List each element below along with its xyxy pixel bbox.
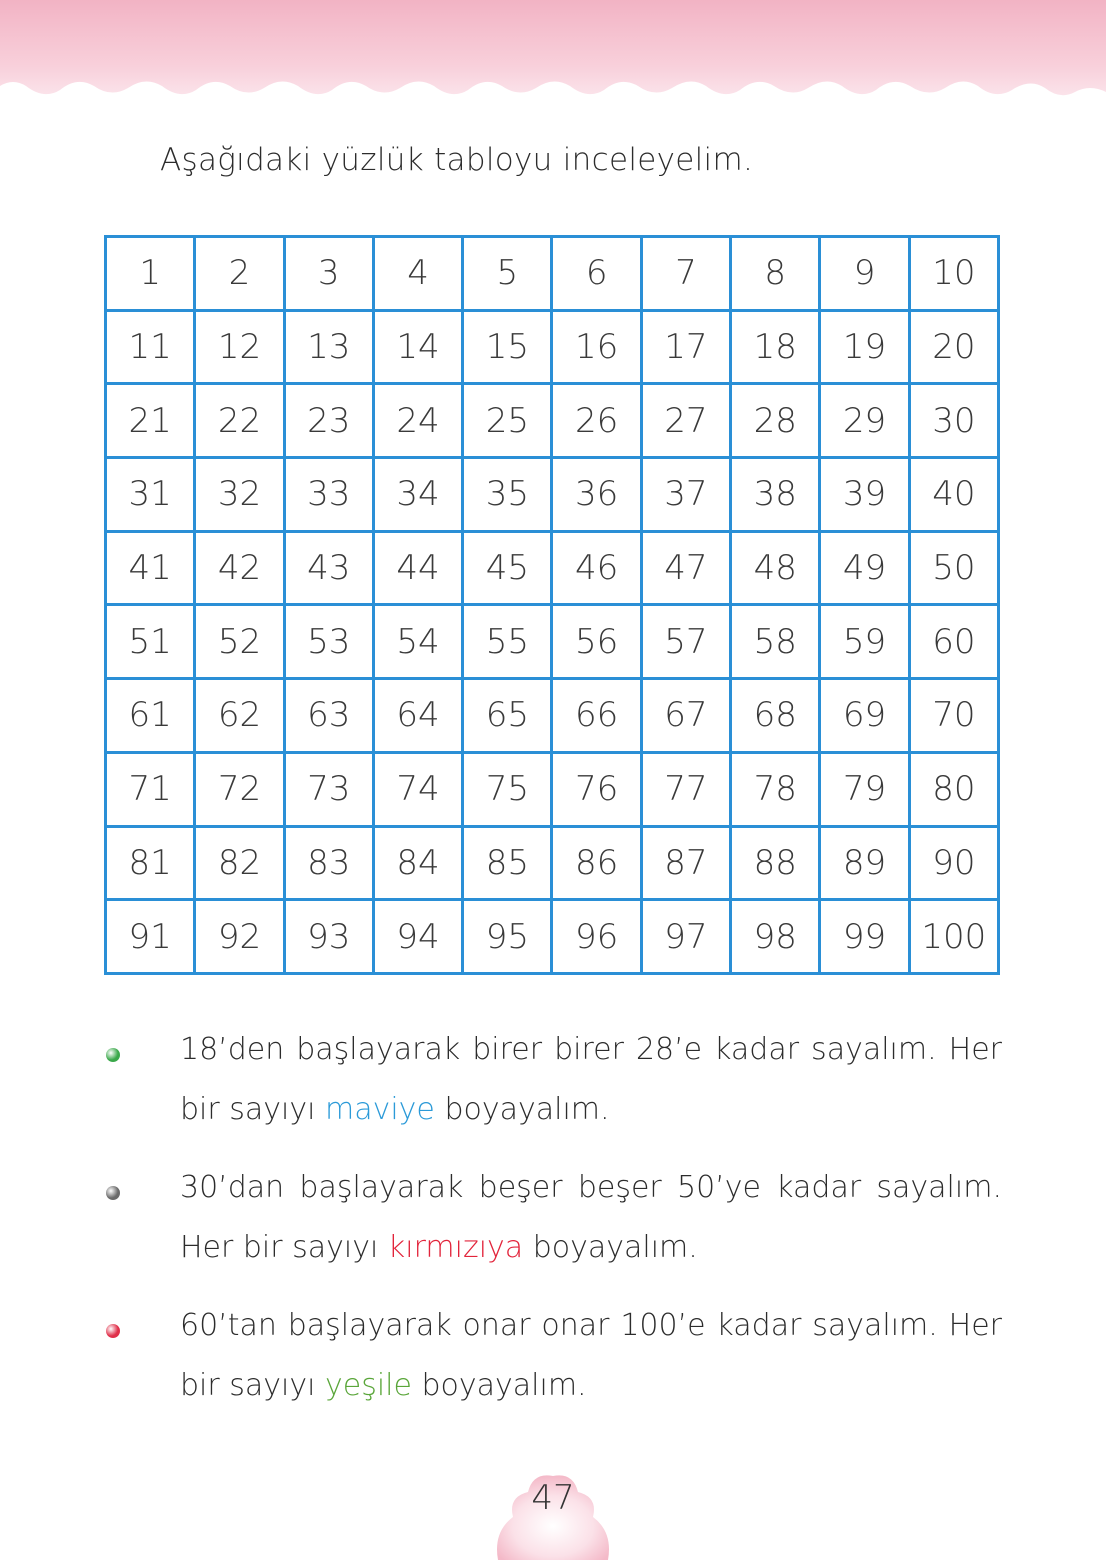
number-cell[interactable]: 17: [641, 310, 730, 384]
number-cell[interactable]: 38: [731, 458, 820, 532]
number-cell[interactable]: 97: [641, 900, 730, 974]
number-cell[interactable]: 50: [909, 531, 998, 605]
number-cell[interactable]: 71: [106, 752, 195, 826]
number-cell[interactable]: 41: [106, 531, 195, 605]
number-cell[interactable]: 25: [463, 384, 552, 458]
number-cell[interactable]: 56: [552, 605, 641, 679]
number-cell[interactable]: 69: [820, 679, 909, 753]
number-cell[interactable]: 24: [373, 384, 462, 458]
number-cell[interactable]: 20: [909, 310, 998, 384]
number-cell[interactable]: 18: [731, 310, 820, 384]
table-row: [106, 752, 999, 826]
number-cell[interactable]: 16: [552, 310, 641, 384]
instruction-1-color-word: maviye: [324, 1092, 435, 1127]
number-cell[interactable]: 7: [641, 237, 730, 311]
number-cell[interactable]: 8: [731, 237, 820, 311]
number-cell[interactable]: 88: [731, 826, 820, 900]
bullet-dot-icon: [106, 1186, 120, 1200]
number-cell[interactable]: 96: [552, 900, 641, 974]
number-cell[interactable]: 27: [641, 384, 730, 458]
number-cell[interactable]: 73: [284, 752, 373, 826]
table-row: [106, 458, 999, 532]
table-row: [106, 310, 999, 384]
number-cell[interactable]: 55: [463, 605, 552, 679]
number-cell[interactable]: 57: [641, 605, 730, 679]
number-cell[interactable]: 95: [463, 900, 552, 974]
number-cell[interactable]: 21: [106, 384, 195, 458]
number-cell[interactable]: 92: [195, 900, 284, 974]
number-cell[interactable]: 43: [284, 531, 373, 605]
number-cell[interactable]: 15: [463, 310, 552, 384]
table-row: [106, 605, 999, 679]
number-cell[interactable]: 19: [820, 310, 909, 384]
number-cell[interactable]: 1: [106, 237, 195, 311]
number-cell[interactable]: 11: [106, 310, 195, 384]
number-cell[interactable]: 45: [463, 531, 552, 605]
number-cell[interactable]: 65: [463, 679, 552, 753]
number-cell[interactable]: 79: [820, 752, 909, 826]
number-cell[interactable]: 62: [195, 679, 284, 753]
number-cell[interactable]: 54: [373, 605, 462, 679]
number-cell[interactable]: 89: [820, 826, 909, 900]
number-cell[interactable]: 99: [820, 900, 909, 974]
number-cell[interactable]: 3: [284, 237, 373, 311]
number-cell[interactable]: 59: [820, 605, 909, 679]
bullet-dot-icon: [106, 1324, 120, 1338]
table-row: [106, 531, 999, 605]
number-cell[interactable]: 47: [641, 531, 730, 605]
number-cell[interactable]: 46: [552, 531, 641, 605]
number-cell[interactable]: 2: [195, 237, 284, 311]
number-cell[interactable]: 48: [731, 531, 820, 605]
table-row: [106, 237, 999, 311]
number-cell[interactable]: 12: [195, 310, 284, 384]
table-row: [106, 679, 999, 753]
instruction-2-text: 30’dan başlayarak beşer beşer 50’ye kadar sayalım. Her bir sayıyı: [180, 1170, 1002, 1265]
number-cell[interactable]: 29: [820, 384, 909, 458]
number-cell[interactable]: 93: [284, 900, 373, 974]
number-cell[interactable]: 35: [463, 458, 552, 532]
number-cell[interactable]: 42: [195, 531, 284, 605]
number-cell[interactable]: 67: [641, 679, 730, 753]
number-cell[interactable]: 87: [641, 826, 730, 900]
hundred-table: [104, 235, 1000, 975]
number-cell[interactable]: 72: [195, 752, 284, 826]
number-cell[interactable]: 74: [373, 752, 462, 826]
bullet-dot-icon: [106, 1048, 120, 1062]
instruction-2-color-word: kırmızıya: [387, 1230, 524, 1265]
number-cell[interactable]: 13: [284, 310, 373, 384]
number-cell[interactable]: 98: [731, 900, 820, 974]
number-cell[interactable]: 76: [552, 752, 641, 826]
table-row: [106, 384, 999, 458]
instruction-text-3: [180, 1296, 1002, 1416]
number-cell[interactable]: 14: [373, 310, 462, 384]
number-cell[interactable]: 90: [909, 826, 998, 900]
number-cell[interactable]: 94: [373, 900, 462, 974]
number-cell[interactable]: 49: [820, 531, 909, 605]
instruction-3-text: 60’tan başlayarak onar onar 100’e kadar sayalım. Her bir sayıyı: [180, 1308, 1002, 1403]
number-cell[interactable]: 10: [909, 237, 998, 311]
number-cell[interactable]: 30: [909, 384, 998, 458]
number-cell[interactable]: 34: [373, 458, 462, 532]
number-cell[interactable]: 85: [463, 826, 552, 900]
number-cell[interactable]: 64: [373, 679, 462, 753]
number-cell[interactable]: 83: [284, 826, 373, 900]
number-cell[interactable]: 40: [909, 458, 998, 532]
number-cell[interactable]: 28: [731, 384, 820, 458]
number-cell[interactable]: 22: [195, 384, 284, 458]
table-row: [106, 826, 999, 900]
number-cell[interactable]: 70: [909, 679, 998, 753]
number-cell[interactable]: 32: [195, 458, 284, 532]
number-cell[interactable]: 9: [820, 237, 909, 311]
number-cell[interactable]: 26: [552, 384, 641, 458]
number-cell[interactable]: 78: [731, 752, 820, 826]
instruction-text-1: [180, 1020, 1002, 1140]
number-cell[interactable]: 100: [909, 900, 998, 974]
number-cell[interactable]: 84: [373, 826, 462, 900]
number-cell[interactable]: 81: [106, 826, 195, 900]
number-cell[interactable]: 39: [820, 458, 909, 532]
number-cell[interactable]: 6: [552, 237, 641, 311]
hundred-chart: [104, 235, 1000, 975]
number-cell[interactable]: 75: [463, 752, 552, 826]
number-cell[interactable]: 61: [106, 679, 195, 753]
number-cell[interactable]: 82: [195, 826, 284, 900]
number-cell[interactable]: 36: [552, 458, 641, 532]
instruction-1-end: boyayalım.: [434, 1092, 610, 1127]
number-cell[interactable]: 37: [641, 458, 730, 532]
page-number: 47: [531, 1478, 575, 1518]
number-cell[interactable]: 60: [909, 605, 998, 679]
number-cell[interactable]: 44: [373, 531, 462, 605]
number-cell[interactable]: 63: [284, 679, 373, 753]
number-cell[interactable]: 53: [284, 605, 373, 679]
number-cell[interactable]: 80: [909, 752, 998, 826]
number-cell[interactable]: 23: [284, 384, 373, 458]
table-row: [106, 900, 999, 974]
number-cell[interactable]: 4: [373, 237, 462, 311]
instruction-2-end: boyayalım.: [523, 1230, 698, 1265]
number-cell[interactable]: 33: [284, 458, 373, 532]
number-cell[interactable]: 86: [552, 826, 641, 900]
number-cell[interactable]: 58: [731, 605, 820, 679]
number-cell[interactable]: 66: [552, 679, 641, 753]
number-cell[interactable]: 68: [731, 679, 820, 753]
number-cell[interactable]: 51: [106, 605, 195, 679]
instruction-1-text: 18’den başlayarak birer birer 28’e kadar sayalım. Her bir sayıyı: [180, 1032, 1002, 1127]
number-cell[interactable]: 77: [641, 752, 730, 826]
number-cell[interactable]: 5: [463, 237, 552, 311]
instruction-3-end: boyayalım.: [411, 1368, 587, 1403]
instruction-3-color-word: yeşile: [324, 1368, 412, 1403]
intro-text: Aşağıdaki yüzlük tabloyu inceleyelim.: [160, 142, 754, 178]
decorative-top-banner: [0, 0, 1106, 110]
number-cell[interactable]: 31: [106, 458, 195, 532]
number-cell[interactable]: 91: [106, 900, 195, 974]
number-cell[interactable]: 52: [195, 605, 284, 679]
instruction-text-2: [180, 1158, 1002, 1278]
